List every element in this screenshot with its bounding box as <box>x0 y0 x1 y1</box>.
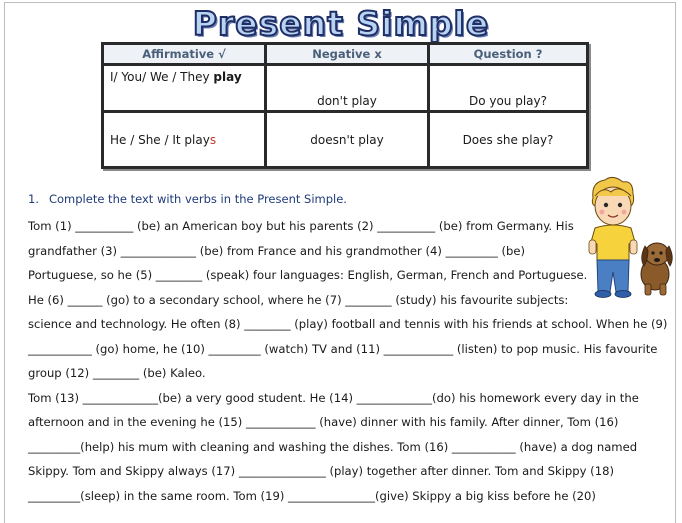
instruction-number: 1. <box>28 192 39 206</box>
affirmative-prefix: He / She / It play <box>110 132 210 147</box>
exercise-line: afternoon and in the evening he (15) ____________ (have) dinner with his family. After dinner, Tom (16) <box>28 415 619 429</box>
header-negative: Negative x <box>266 44 429 65</box>
affirmative-cell <box>103 112 266 168</box>
exercise-line: Tom (1) __________ (be) an American boy but his parents (2) __________ (be) from Germany. His <box>28 219 574 233</box>
header-question: Question ? <box>429 44 588 65</box>
negative-cell: don't play <box>266 65 429 112</box>
grammar-table <box>101 42 589 169</box>
question-cell: Do you play? <box>429 65 588 112</box>
affirmative-prefix: I/ You/ We / They <box>110 70 214 84</box>
third-person-suffix: s <box>209 132 217 147</box>
exercise-line: _________(sleep) in the same room. Tom (19) _______________(give) Skippy a big kiss before he (20) <box>28 488 596 503</box>
question-cell: Does she play? <box>429 112 588 168</box>
page-title: Present Simple <box>192 4 490 43</box>
exercise-instruction <box>28 192 347 206</box>
exercise-text <box>28 214 668 508</box>
exercise-line: ___________ (go) home, he (10) _________ (watch) TV and (11) ____________ (listen) to pop music. His favourite <box>28 341 658 356</box>
boy-jeans <box>597 260 629 292</box>
boy-with-dog-icon <box>581 176 681 304</box>
boy-shirt <box>591 225 635 260</box>
table-header-row <box>103 44 588 65</box>
exercise-line: Portuguese, so he (5) ________ (speak) four languages: English, German, French and Portuguese. <box>28 268 588 282</box>
instruction-text: Complete the text with verbs in the Present Simple. <box>48 192 347 206</box>
exercise-line: He (6) ______ (go) to a secondary school, where he (7) ________ (study) his favourite subjects: <box>28 292 569 307</box>
exercise-line: Skippy. Tom and Skippy always (17) _______________ (play) together after dinner. Tom and Skippy (18) <box>28 464 614 478</box>
exercise-line: science and technology. He often (8) ________ (play) football and tennis with his friends at school. When he (9) <box>28 317 668 331</box>
header-affirmative: Affirmative √ <box>103 44 266 65</box>
dog-icon <box>641 243 672 295</box>
negative-cell: doesn't play <box>266 112 429 168</box>
affirmative-verb: play <box>213 70 242 84</box>
affirmative-cell <box>103 65 266 112</box>
table-row <box>103 112 588 168</box>
exercise-line: _________(help) his mum with cleaning and washing the dishes. Tom (16) ___________ (have) a dog named <box>28 439 638 454</box>
exercise-line: Tom (13) _____________(be) a very good student. He (14) _____________(do) his homework every day in the <box>28 390 639 405</box>
exercise-line: grandfather (3) _____________ (be) from France and his grandmother (4) _________ (be) <box>28 243 525 258</box>
exercise-line: group (12) ________ (be) Kaleo. <box>28 366 206 380</box>
table-row <box>103 65 588 112</box>
